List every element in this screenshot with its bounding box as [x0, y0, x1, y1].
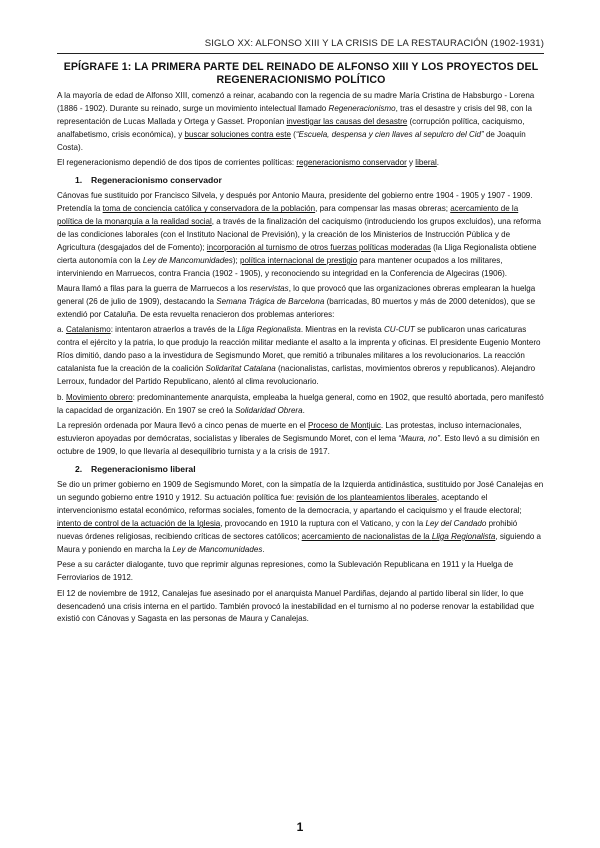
s1-underlined: Proceso de Montjuic [307, 420, 381, 430]
section-heading-conservador [57, 174, 545, 187]
s1-text: (barricadas, 80 muertos y más de 2000 detenidos), que se extendió por Cataluña. De esta revuelta renacieron dos problemas anteriores: [57, 296, 536, 319]
intro2-underlined: regeneracionismo conservador [296, 157, 407, 167]
s2-text: , siguiendo a Maura y poniendo en marcha la [57, 532, 542, 554]
s1-text: b. [57, 392, 66, 402]
s1-underlined: acercamiento de la política de la monarquía a la realidad social [57, 204, 519, 227]
intro2-text: El regeneracionismo dependió de dos tipos de corrientes políticas: [57, 157, 297, 167]
s1-text: (la Lliga Regionalista obtiene cierta autonomía con la [57, 242, 537, 265]
s1-text: se publicaron unas caricaturas contra el ejército y la patria, lo que produjo la reacción militar mediante el asalto a la imprenta y oficinas. El presidente Eugenio Montero Ríos dimitió, dando paso a la investidura de Segismundo Moret, que remitió a tribunales militares a los revolucionarios. La reacción catalanista fue la creación de la coalición [57, 325, 541, 374]
s1-italic: “Maura, no” [398, 433, 440, 443]
intro-text: (corrupción política, caciquismo, analfabetismo, crisis económica), y [57, 116, 525, 139]
s1-text: ); [232, 255, 240, 265]
intro2-underlined: liberal [415, 157, 437, 167]
s2-text: . [262, 544, 265, 554]
s1-text: : predominantemente anarquista, empleaba la huelga general, como en 1902, que resultó abortada, pero manifestó la capacidad de organización. En 1907 se creó la [57, 392, 544, 415]
s1-text: Maura llamó a filas para la guerra de Marruecos a los [57, 283, 250, 293]
s2-paragraph-1 [57, 479, 545, 556]
section-number: 1. [75, 175, 83, 186]
s1-underlined: Movimiento obrero [65, 392, 133, 402]
s2-italic: Ley de Mancomunidades [172, 544, 263, 554]
s2-paragraph-3: El 12 de noviembre de 1912, Canalejas fue asesinado por el anarquista Manuel Pardiñas, dejando al partido liberal sin líder, lo que desencadenó una crisis interna en el partido. También provocó la inestabilidad en el turnismo al no poderse renovar la estabilidad que existió con Cánovas y Sagasta en las personas de Maura y Canalejas. [57, 588, 535, 624]
header-rule [57, 53, 544, 54]
intro-text: A la mayoría de edad de Alfonso XIII, comenzó a reinar, acabando con la regencia de su madre María Cristina de Habsburgo - Lorena (1886 - 1902). Durante su reinado, surge un movimiento intelectual llamado [57, 91, 535, 113]
s1-text: . Mientras en la revista [300, 325, 384, 335]
intro2-paragraph [57, 157, 545, 170]
s1-italic: Ley de Mancomunidades [142, 255, 233, 265]
s2-underlined: revisión de los planteamientos liberales [296, 493, 437, 503]
page-number: 1 [296, 820, 304, 834]
intro-italic: Regeneracionismo [328, 103, 396, 113]
s1-text: La represión ordenada por Maura llevó a cinco penas de muerte en el [57, 420, 308, 430]
intro2-text: . [436, 157, 440, 167]
s1-italic: CU-CUT [384, 325, 415, 335]
s2-text: , provocando en 1910 la ruptura con el Vaticano, y con la [220, 519, 426, 529]
s2-underlined-italic: Lliga Regionalista [431, 532, 496, 541]
s2-text: prohibió nuevas órdenes religiosas, recibiendo críticas de sectores católicos; [57, 519, 518, 541]
section-number: 2. [75, 464, 83, 475]
intro-text: de Joaquín Costa). [57, 129, 526, 152]
s1-text: . Esto llevó a su dimisión en octubre de 1909, lo que llevaría al desequilibrio turnista y a la crisis de 1917. [57, 433, 540, 456]
section-heading-liberal [57, 463, 545, 476]
running-header: SIGLO XX: ALFONSO XIII Y LA CRISIS DE LA RESTAURACIÓN (1902-1931) [204, 38, 544, 49]
intro-quote: “Escuela, despensa y cien llaves al sepulcro del Cid” [295, 129, 484, 139]
s1-item-b [57, 392, 545, 418]
s1-text: (nacionalistas, carlistas, movimientos obreros y republicanos). Alejandro Lerroux, fundador del Partido Republicano, alentó al clima revolucionario. [57, 364, 536, 387]
s1-italic: reservistas [249, 283, 289, 293]
s2-underlined: intento de control de la actuación de la Iglesia [57, 519, 221, 529]
intro-text: ( [290, 129, 296, 139]
s1-text: , lo que provocó que las organizaciones obreras emplearan la huelga general (26 de julio de 1909), destacando la [57, 283, 536, 306]
s1-underlined: política internacional de prestigio [239, 255, 358, 265]
page-content [57, 61, 545, 628]
s1-underlined: Catalanismo [65, 325, 111, 335]
s1-text: , para compensar las masas obreras; [315, 204, 451, 214]
s1-italic: Solidaridad Obrera [235, 405, 303, 415]
s1-text: Cánovas fue sustituido por Francisco Silvela, y después por Antonio Maura, presidente del gobierno entre 1904 - 1905 y 1907 - 1909. Pretendía la [57, 191, 533, 214]
s1-italic: Semana Trágica de Barcelona [216, 296, 325, 306]
intro-paragraph [57, 90, 545, 155]
s1-item-a [57, 324, 545, 389]
s1-italic: Lliga Regionalista [237, 325, 301, 335]
s1-text: a. [57, 325, 66, 335]
intro-underlined: buscar soluciones contra este [184, 129, 291, 139]
s2-text: Se dio un primer gobierno en 1909 de Segismundo Moret, con la simpatía de la Izquierda antidinástica, sustituido por José Canalejas en un segundo gobierno entre 1910 y 1912. Su actuación política fue: [57, 480, 544, 503]
section-title: Regeneracionismo liberal [91, 464, 196, 475]
s1-underlined: incorporación al turnismo de otros fuerzas políticas moderadas [206, 242, 431, 252]
s1-paragraph-3 [57, 420, 545, 459]
s1-paragraph-1 [57, 190, 545, 280]
s1-paragraph-2 [57, 283, 545, 322]
intro2-text: y [406, 157, 416, 167]
s1-text: . Las protestas, incluso internacionales, estuvieron apoyadas por demócratas, socialistas y liberales de Segismundo Moret, con el lema [57, 420, 522, 443]
intro-text: , tras el desastre y crisis del 98, con la representación de Lucas Mallada y Ortega y Gasset. Proponían [57, 103, 533, 126]
intro-underlined: investigar las causas del desastre [286, 116, 408, 126]
s2-paragraph-2: Pese a su carácter dialogante, tuvo que reprimir algunas represiones, como la Sublevación Republicana en 1911 y la Huelga de Ferroviarios de 1912. [57, 559, 514, 582]
s1-text: , a través de la finalización del caciquismo (introduciendo los grupos excluidos), una reforma de las condiciones laborales (con el Instituto Nacional de Previsión), y la creación de los Ministerios de Instrucción Pública y de Agricultura (desgajados del de Fomento); [57, 217, 541, 252]
s2-italic: Ley del Candado [425, 519, 487, 529]
s1-text: : intentaron atraerlos a través de la [110, 325, 238, 335]
s1-text: . [302, 405, 305, 415]
s2-underlined: acercamiento de nacionalistas de la [301, 532, 432, 541]
s2-text: , aceptando el intervencionismo estatal económico, reformas sociales, fomento de la democracia, y apartando el caciquismo y el fraude electoral; [57, 493, 522, 516]
page-title: EPÍGRAFE 1: LA PRIMERA PARTE DEL REINADO DE ALFONSO XIII Y LOS PROYECTOS DEL REGENERACIONISMO POLÍTICO [63, 61, 539, 86]
s1-italic: Solidaritat Catalana [205, 364, 276, 374]
section-title: Regeneracionismo conservador [91, 175, 222, 186]
s1-text: para mantener ocupados a los militares, interviniendo en Marruecos, contra Francia (1902 - 1905), y reconociendo su integridad en la Conferencia de Algeciras (1906). [57, 255, 507, 278]
s1-underlined: toma de conciencia católica y conservadora de la población [102, 204, 316, 214]
